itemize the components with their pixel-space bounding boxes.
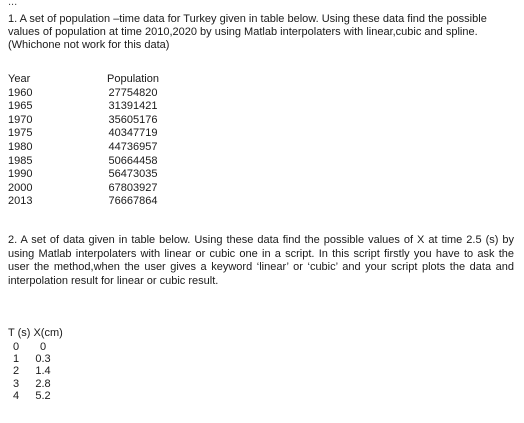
tx-table xyxy=(8,341,62,402)
table-row xyxy=(8,100,168,114)
time-cell: 3 xyxy=(12,377,20,390)
year-cell: 1985 xyxy=(8,154,33,167)
time-cell: 1 xyxy=(12,353,20,366)
population-cell: 35605176 xyxy=(108,113,158,126)
table-row xyxy=(8,390,62,402)
position-cell: 5.2 xyxy=(35,389,51,402)
table-row xyxy=(8,341,62,353)
population-cell: 56473035 xyxy=(108,168,158,181)
tx-table-header: T (s) X(cm) xyxy=(8,327,63,339)
top-fragment: ... xyxy=(8,0,18,8)
population-cell: 67803927 xyxy=(108,181,158,194)
table-row xyxy=(8,195,168,209)
population-header: Population xyxy=(107,73,159,85)
question-1-text: 1. A set of population –time data for Turkey given in table below. Using these data find the possible values of population at time 2010,2020 by using Matlab interpolaters with linear,cubic and spline.(Whichone not work for this data) xyxy=(8,13,487,51)
time-cell: 4 xyxy=(12,389,20,402)
table-row xyxy=(8,127,168,141)
table-row xyxy=(8,353,62,365)
year-cell: 1970 xyxy=(8,113,33,126)
table-row xyxy=(8,182,168,196)
question-2-text: 2. A set of data given in table below. Using these data find the possible values of X at time 2.5 (s) by using Matlab interpolaters with linear or cubic one in a script. In this script firstly you have to ask the user the method,when the user gives a keyword ‘linear’ or ‘cubic’ and your script plots the data and interpolation result for linear or cubic result. xyxy=(8,234,514,287)
position-cell: 0 xyxy=(39,341,47,353)
table-row xyxy=(8,155,168,169)
year-cell: 2000 xyxy=(8,181,33,194)
year-cell: 1980 xyxy=(8,140,33,153)
year-header: Year xyxy=(8,73,31,85)
time-cell: 0 xyxy=(12,341,20,353)
population-cell: 27754820 xyxy=(108,86,158,99)
year-cell: 1965 xyxy=(8,100,33,113)
year-cell: 1975 xyxy=(8,127,33,140)
table-row xyxy=(8,365,62,377)
population-cell: 50664458 xyxy=(108,154,158,167)
table-row xyxy=(8,141,168,155)
table-row xyxy=(8,378,62,390)
year-cell: 1960 xyxy=(8,86,33,99)
table-row xyxy=(8,87,168,101)
year-cell: 2013 xyxy=(8,195,33,208)
table-row xyxy=(8,168,168,182)
population-cell: 40347719 xyxy=(108,127,158,140)
time-cell: 2 xyxy=(12,365,20,378)
year-cell: 1990 xyxy=(8,168,33,181)
position-cell: 1.4 xyxy=(35,365,51,378)
population-cell: 31391421 xyxy=(108,100,158,113)
position-cell: 0.3 xyxy=(35,353,51,366)
population-table xyxy=(8,73,168,209)
position-cell: 2.8 xyxy=(35,377,51,390)
population-table-header xyxy=(8,73,168,87)
population-cell: 76667864 xyxy=(108,195,158,208)
table-row xyxy=(8,114,168,128)
population-cell: 44736957 xyxy=(108,140,158,153)
